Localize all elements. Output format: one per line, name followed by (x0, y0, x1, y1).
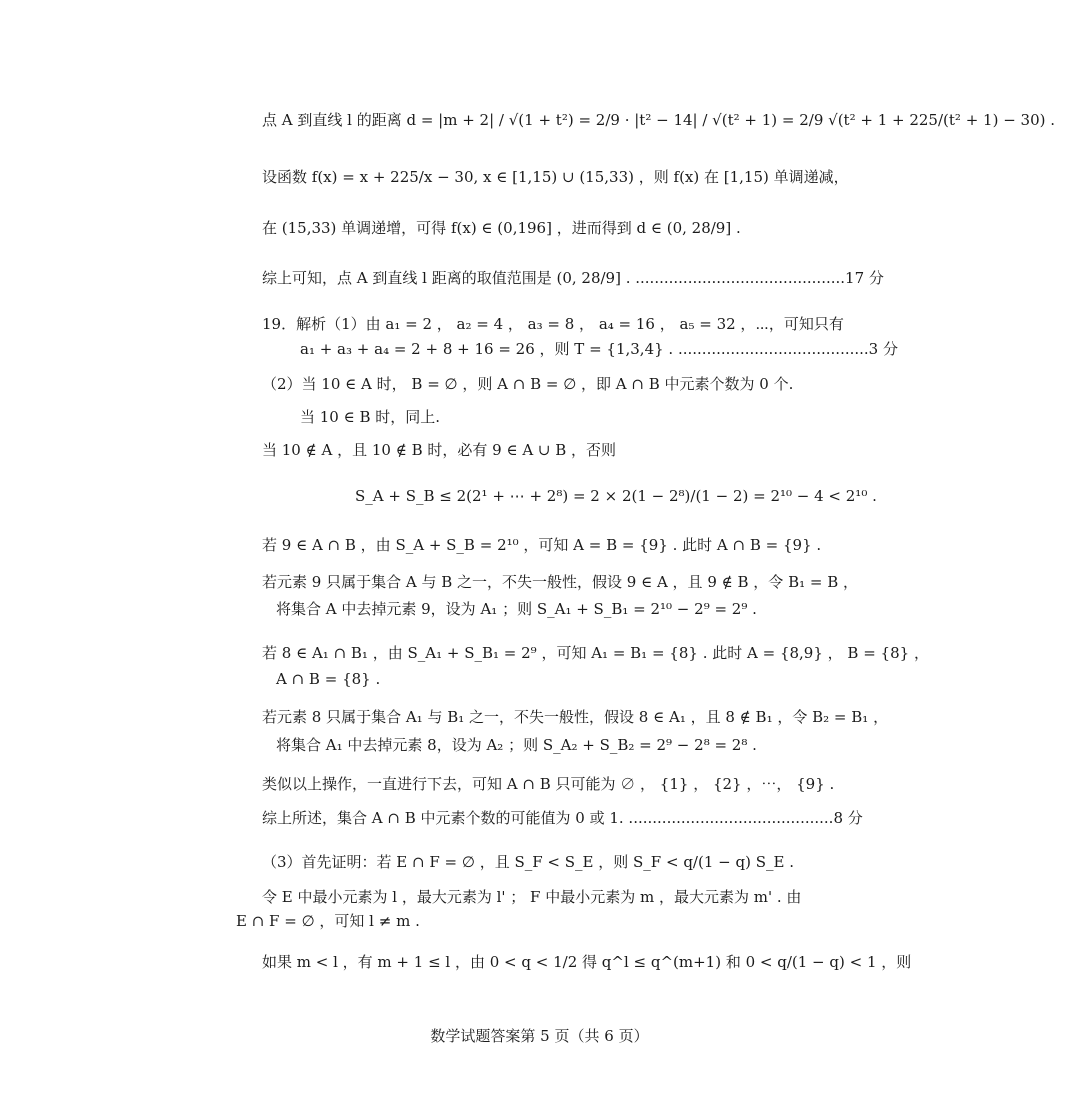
text-line-conclusion-17: 综上可知，点 A 到直线 l 距离的取值范围是 (0, 28/9] . ............................................17 分 (262, 269, 884, 287)
text-line-q19-part1: 19．解析（1）由 a₁ = 2 ， a₂ = 4 ， a₃ = 8 ， a₄ = 16 ， a₅ = 32 ，⋯，可知只有 (262, 315, 844, 333)
text-line-induction: 类似以上操作，一直进行下去，可知 A ∩ B 只可能为 ∅ ， {1} ， {2} ，⋯， {9} . (262, 775, 835, 793)
text-line-part2-case2: 当 10 ∈ B 时，同上. (300, 408, 441, 426)
text-line-element-8: 若元素 8 只属于集合 A₁ 与 B₁ 之一，不失一般性，假设 8 ∈ A₁ ，且 8 ∉ B₁ ，令 B₂ = B₁ ， (262, 708, 889, 726)
text-line-remove-9: 将集合 A 中去掉元素 9，设为 A₁ ；则 S_A₁ + S_B₁ = 2¹⁰ − 2⁹ = 2⁹ . (276, 600, 757, 618)
text-line-q19-sum: a₁ + a₃ + a₄ = 2 + 8 + 16 = 26 ，则 T = {1,3,4} . ........................................3 分 (300, 340, 898, 358)
text-line-distance: 点 A 到直线 l 的距离 d = |m + 2| / √(1 + t²) = 2/9 · |t² − 14| / √(t² + 1) = 2/9 √(t² + 1 + 225/(t² + 1) − 30) . (262, 111, 1056, 129)
text-line-part3-claim: （3）首先证明：若 E ∩ F = ∅ ，且 S_F < S_E ，则 S_F < q/(1 − q) S_E . (262, 853, 794, 871)
text-line-element-9: 若元素 9 只属于集合 A 与 B 之一，不失一般性，假设 9 ∈ A ，且 9 ∉ B ，令 B₁ = B ， (262, 573, 859, 591)
text-line-intersection-8: 若 8 ∈ A₁ ∩ B₁ ，由 S_A₁ + S_B₁ = 2⁹ ，可知 A₁ = B₁ = {8} . 此时 A = {8,9} ， B = {8} ， (262, 644, 929, 662)
page-footer: 数学试题答案第 5 页（共 6 页） (430, 1027, 649, 1045)
text-line-part3-def: 令 E 中最小元素为 l ，最大元素为 l' ； F 中最小元素为 m ，最大元素为 m' . 由 (262, 888, 802, 906)
text-line-intersection-9: 若 9 ∈ A ∩ B ，由 S_A + S_B = 2¹⁰ ，可知 A = B = {9} . 此时 A ∩ B = {9} . (262, 536, 822, 554)
text-line-part2-case3: 当 10 ∉ A ，且 10 ∉ B 时，必有 9 ∈ A ∪ B ，否则 (262, 441, 617, 459)
text-line-part3-lneqm: E ∩ F = ∅ ，可知 l ≠ m . (236, 912, 420, 930)
text-line-inequality: S_A + S_B ≤ 2(2¹ + ⋯ + 2⁸) = 2 × 2(1 − 2⁸)/(1 − 2) = 2¹⁰ − 4 < 2¹⁰ . (355, 487, 877, 505)
text-line-function: 设函数 f(x) = x + 225/x − 30, x ∈ [1,15) ∪ (15,33) ，则 f(x) 在 [1,15) 单调递减， (262, 168, 849, 186)
text-line-monotonic: 在 (15,33) 单调递增，可得 f(x) ∈ (0,196] ，进而得到 d ∈ (0, 28/9] . (262, 219, 741, 237)
text-line-conclusion-8: 综上所述，集合 A ∩ B 中元素个数的可能值为 0 或 1. ...........................................8 分 (262, 809, 863, 827)
text-line-part3-case: 如果 m < l ，有 m + 1 ≤ l ，由 0 < q < 1/2 得 q^l ≤ q^(m+1) 和 0 < q/(1 − q) < 1 ，则 (262, 953, 912, 971)
text-line-result-8: A ∩ B = {8} . (276, 670, 381, 688)
text-line-part2-case1: （2）当 10 ∈ A 时， B = ∅ ，则 A ∩ B = ∅ ，即 A ∩ B 中元素个数为 0 个. (262, 375, 794, 393)
text-line-remove-8: 将集合 A₁ 中去掉元素 8，设为 A₂ ；则 S_A₂ + S_B₂ = 2⁹ − 2⁸ = 2⁸ . (276, 736, 757, 754)
